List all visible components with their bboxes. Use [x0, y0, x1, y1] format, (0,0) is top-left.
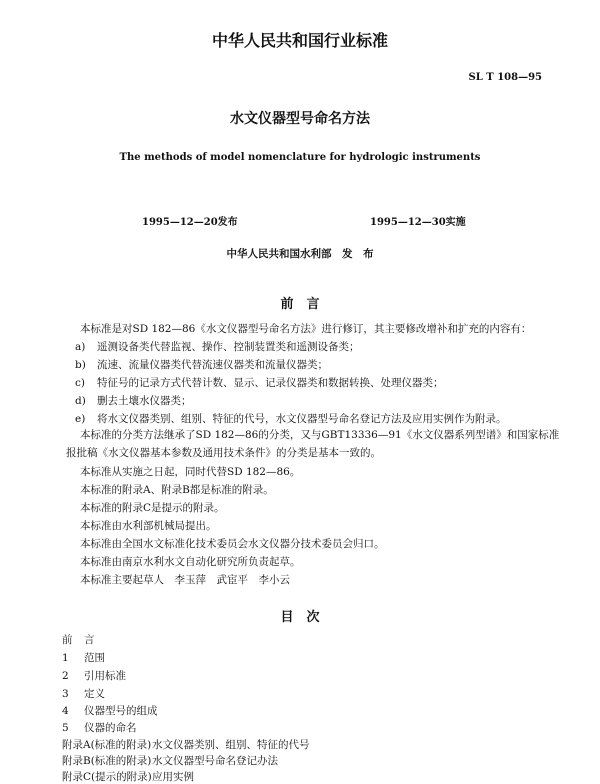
foreword-intro: 本标准是对SD 182—86《水文仪器型号命名方法》进行修订，其主要修改增补和扩充的内容有：	[80, 323, 532, 335]
toc-entry[interactable]	[62, 769, 194, 784]
toc-entry[interactable]	[62, 703, 158, 718]
toc-entry[interactable]	[62, 753, 278, 768]
foreword-line: 本标准的附录A、附录B都是标准的附录。	[80, 484, 274, 496]
toc-heading: 目 次	[280, 610, 320, 625]
toc-entry-number: 1	[62, 652, 69, 664]
foreword-paragraph-continued: 报批稿《水文仪器基本参数及通用技术条件》的分类是基本一致的。	[66, 447, 381, 459]
list-item-text: 将水文仪器类别、组别、特征的代号，水文仪器型号命名登记方法及应用实例作为附录。	[97, 413, 507, 425]
toc-entry-label: 仪器的命名	[84, 722, 137, 734]
toc-entry-label: 范围	[84, 652, 105, 664]
issuing-authority: 中华人民共和国水利部 发 布	[226, 248, 374, 260]
foreword-line: 本标准主要起草人 李玉萍 武宦平 李小云	[80, 574, 290, 586]
list-item	[75, 357, 328, 372]
list-item-text: 流速、流量仪器类代替流速仪器类和流量仪器类；	[97, 359, 328, 371]
toc-entry-label: 仪器型号的组成	[84, 705, 158, 717]
list-item-marker: d)	[75, 395, 86, 407]
list-item-text: 遥测设备类代替监视、操作、控制装置类和遥测设备类；	[97, 341, 360, 353]
list-item	[75, 375, 444, 390]
foreword-line: 本标准的附录C是提示的附录。	[80, 502, 225, 514]
list-item-marker: b)	[75, 359, 86, 371]
list-item	[75, 393, 192, 408]
toc-entry[interactable]	[62, 650, 105, 665]
list-item	[75, 339, 360, 354]
foreword-paragraph: 本标准的分类方法继承了SD 182—86的分类，又与GBT13336—91《水文仪器系列型谱》和国家标准	[80, 429, 560, 441]
toc-entry[interactable]	[62, 720, 137, 735]
toc-entry-number: 附录C(提示的附录)	[62, 771, 152, 783]
foreword-line: 本标准从实施之日起，同时代替SD 182—86。	[80, 466, 301, 478]
toc-entry-number: 前	[62, 634, 73, 646]
toc-entry[interactable]	[62, 668, 126, 683]
foreword-line: 本标准由水利部机械局提出。	[80, 520, 217, 532]
foreword-line: 本标准由南京水利水文自动化研究所负责起草。	[80, 556, 301, 568]
standard-code: SL T 108—95	[468, 72, 542, 83]
document-title-english: The methods of model nomenclature for hydrologic instruments	[119, 152, 481, 163]
toc-entry[interactable]	[62, 737, 310, 752]
toc-entry-label: 定义	[84, 688, 105, 700]
toc-entry-number: 3	[62, 688, 69, 700]
toc-entry-label: 水文仪器类别、组别、特征的代号	[152, 739, 310, 751]
toc-entry-label: 水文仪器型号命名登记办法	[152, 755, 278, 767]
list-item-marker: e)	[75, 413, 86, 425]
implementation-date: 1995—12—30实施	[370, 217, 466, 228]
list-item-marker: c)	[75, 377, 85, 389]
toc-entry[interactable]	[62, 632, 95, 647]
foreword-heading: 前 言	[280, 297, 320, 312]
toc-entry-number: 5	[62, 722, 69, 734]
list-item-text: 删去土壤水仪器类；	[97, 395, 192, 407]
standard-type-heading: 中华人民共和国行业标准	[211, 31, 388, 50]
list-item-marker: a)	[75, 341, 86, 353]
list-item-text: 特征号的记录方式代替计数、显示、记录仪器类和数据转换、处理仪器类；	[97, 377, 444, 389]
toc-entry-label: 引用标准	[84, 670, 126, 682]
toc-entry-number: 附录B(标准的附录)	[62, 755, 152, 767]
document-title: 水文仪器型号命名方法	[230, 111, 370, 127]
toc-entry[interactable]	[62, 686, 105, 701]
toc-entry-number: 附录A(标准的附录)	[62, 739, 152, 751]
list-item	[75, 411, 507, 426]
toc-entry-number: 2	[62, 670, 69, 682]
issue-date: 1995—12—20发布	[142, 217, 238, 228]
toc-entry-label: 言	[84, 634, 95, 646]
toc-entry-number: 4	[62, 705, 69, 717]
foreword-line: 本标准由全国水文标准化技术委员会水文仪器分技术委员会归口。	[80, 538, 385, 550]
toc-entry-label: 应用实例	[152, 771, 194, 783]
